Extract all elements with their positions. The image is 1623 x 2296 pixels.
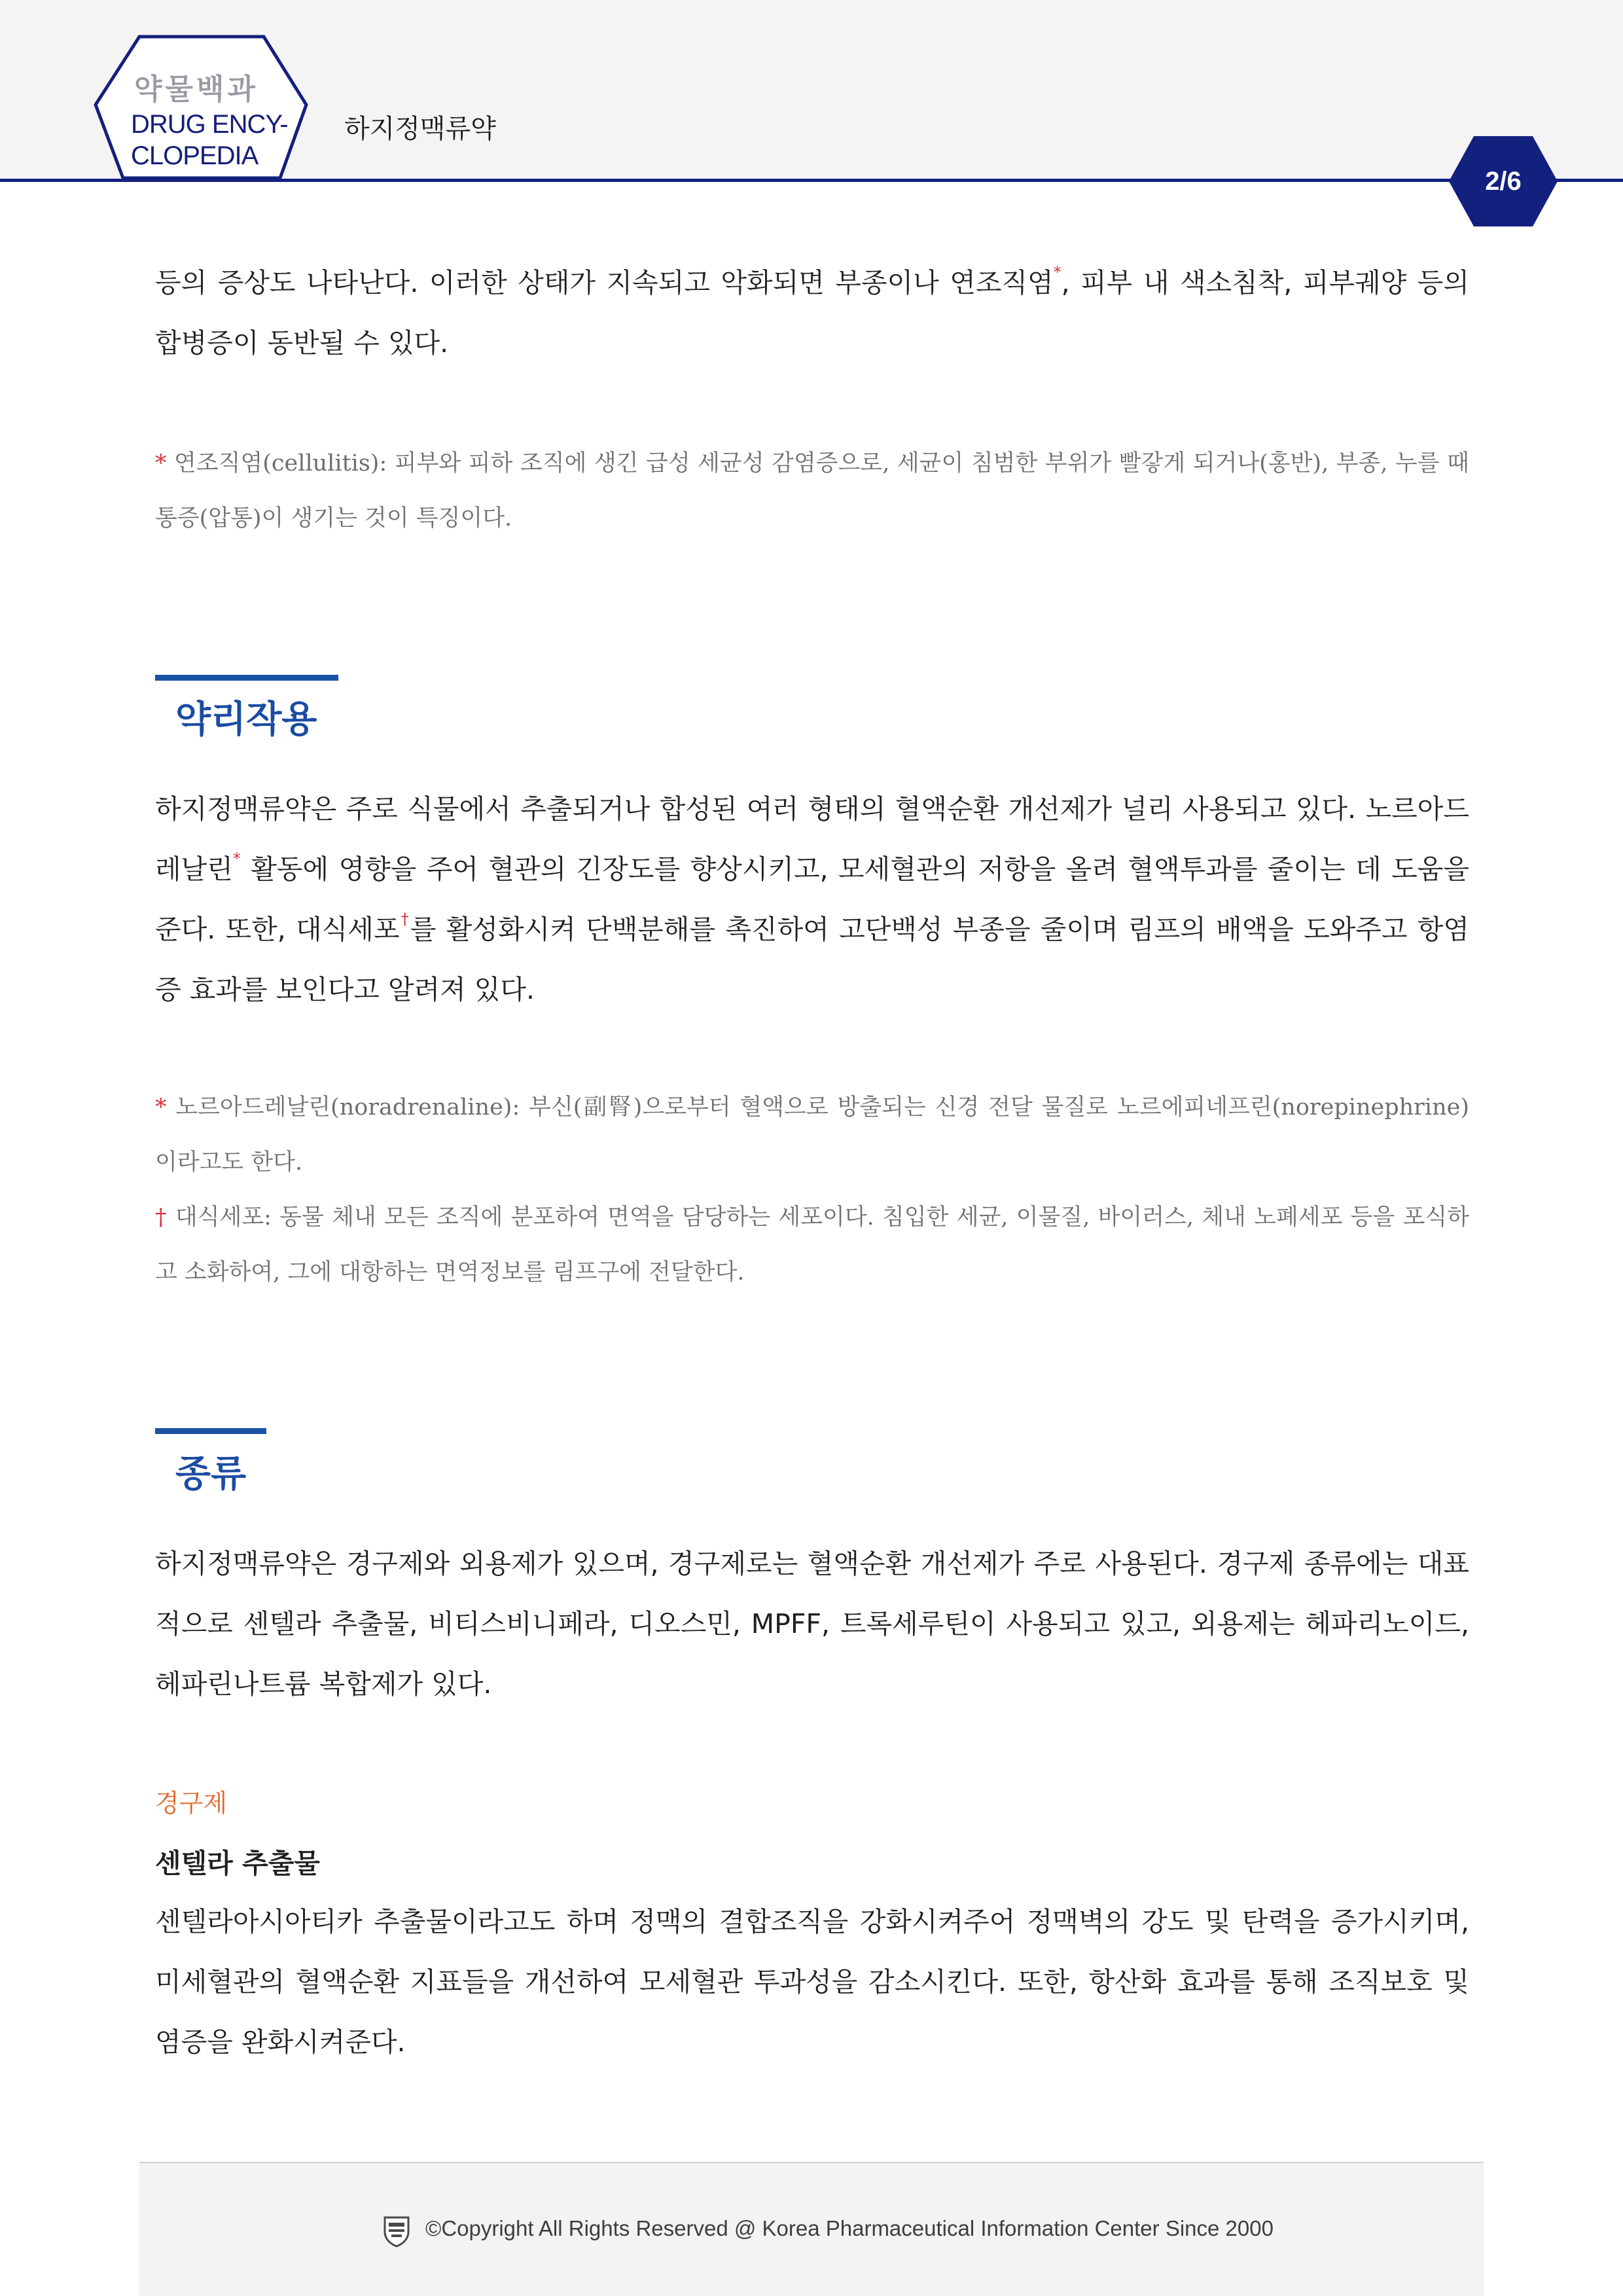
footnote-text: 대식세포: 동물 체내 모든 조직에 분포하여 면역을 담당하는 세포이다. 침입한 세균, 이물질, 바이러스, 체내 노폐세포 등을 포식하고 소화하여, 그에 대항하는 면역정보를 림프구에 전달한다.	[155, 1204, 1469, 1285]
subsection-label-oral: 경구제	[155, 1789, 228, 1818]
shield-logo-icon	[382, 2215, 411, 2248]
pharmacology-text-b: 활동에 영향을 주어 혈관의 긴장도를 향상시키고, 모세혈관의 저항을 올려 혈액투과를 줄이는 데 도움을 준다. 또한, 대식세포	[155, 853, 1469, 945]
page-number: 2/6	[1485, 167, 1522, 196]
intro-text-b: , 피부 내 색소침착, 피부궤양 등의 합병증이 동반될 수 있다.	[155, 267, 1469, 359]
intro-text-a: 등의 증상도 나타난다. 이러한 상태가 지속되고 악화되면 부종이나 연조직염	[155, 267, 1054, 298]
footnote-ref-dagger: †	[399, 910, 410, 928]
pharmacology-paragraph	[155, 779, 1469, 1020]
logo-english	[131, 109, 288, 171]
footer-rule	[139, 2162, 1484, 2163]
footnote-marker: *	[155, 1094, 167, 1121]
section-heading-pharmacology: 약리작용	[175, 698, 317, 741]
footnote-macrophage	[155, 1190, 1469, 1300]
copyright-text: ©Copyright All Rights Reserved @ Korea Pharmaceutical Information Center Since 2000	[425, 2216, 1274, 2240]
footnote-noradrenaline	[155, 1080, 1469, 1190]
footnote-marker: *	[155, 450, 167, 476]
pharmacology-text-a: 하지정맥류약은 주로 식물에서 추출되거나 합성된 여러 형태의 혈액순환 개선제가 널리 사용되고 있다. 노르아드레날린	[155, 793, 1469, 885]
types-paragraph: 하지정맥류약은 경구제와 외용제가 있으며, 경구제로는 혈액순환 개선제가 주로 사용된다. 경구제 종류에는 대표적으로 센텔라 추출물, 비티스비니페라, 디오스민, MPFF, 트록세루틴이 사용되고 있고, 외용제는 헤파리노이드, 헤파린나트륨 복합제가 있다.	[155, 1548, 1469, 1700]
section-underline	[155, 1428, 266, 1434]
section-heading-types: 종류	[175, 1453, 247, 1496]
intro-paragraph	[155, 253, 1469, 373]
footnote-text: 연조직염(cellulitis): 피부와 피하 조직에 생긴 급성 세균성 감염증으로, 세균이 침범한 부위가 빨갛게 되거나(홍반), 부종, 누를 때 통증(압통)이 생기는 것이 특징이다.	[155, 450, 1469, 531]
footnote-cellulitis	[155, 436, 1469, 546]
document-title: 하지정맥류약	[344, 114, 496, 144]
section-underline	[155, 675, 338, 681]
drug-description: 센텔라아시아티카 추출물이라고도 하며 정맥의 결합조직을 강화시켜주어 정맥벽의 강도 및 탄력을 증가시키며, 미세혈관의 혈액순환 지표들을 개선하여 모세혈관 투과성을 감소시킨다. 또한, 항산화 효과를 통해 조직보호 및 염증을 완화시켜준다.	[155, 1906, 1469, 2058]
drug-name-heading: 센텔라 추출물	[155, 1848, 320, 1879]
pharmacology-text-c: 를 활성화시켜 단백분해를 촉진하여 고단백성 부종을 줄이며 림프의 배액을 도와주고 항염증 효과를 보인다고 알려져 있다.	[155, 914, 1469, 1005]
footnote-text: 노르아드레날린(noradrenaline): 부신(副腎)으로부터 혈액으로 방출되는 신경 전달 물질로 노르에피네프린(norepinephrine)이라고도 한다.	[155, 1094, 1469, 1175]
footnote-ref-asterisk: *	[232, 850, 241, 868]
footnote-ref-asterisk: *	[1053, 263, 1061, 281]
logo-english-line1: DRUG ENCY-	[131, 110, 288, 139]
logo-english-line2: CLOPEDIA	[131, 141, 259, 170]
logo-korean: 약물백과	[134, 73, 259, 106]
footnote-marker: †	[155, 1204, 168, 1230]
